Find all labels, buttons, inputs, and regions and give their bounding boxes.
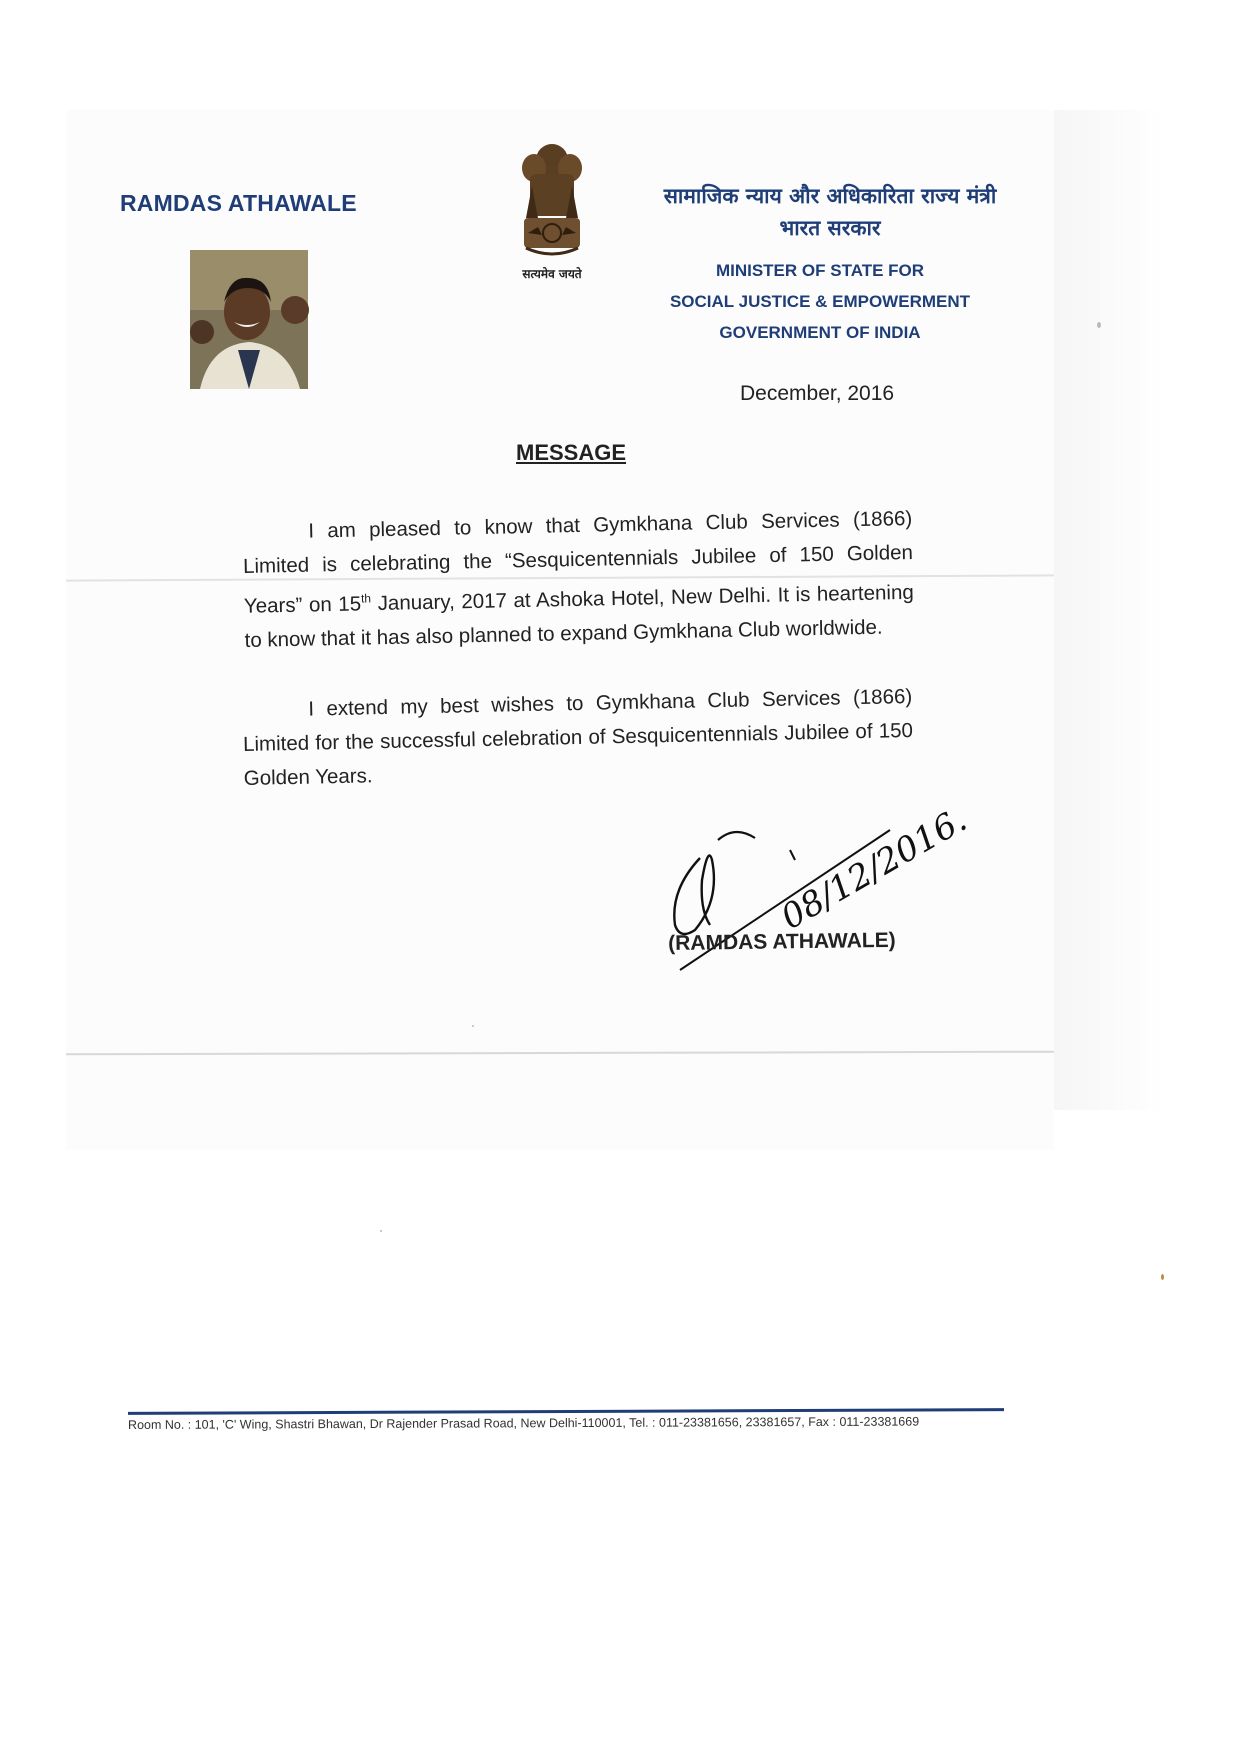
english-designation-line-1: MINISTER OF STATE FOR — [715, 261, 925, 280]
hindi-designation-line-1: सामाजिक न्याय और अधिकारिता राज्य मंत्री — [663, 184, 997, 208]
english-designation-line-2: SOCIAL JUSTICE & EMPOWERMENT — [669, 292, 971, 311]
message-heading: MESSAGE — [516, 440, 627, 465]
scan-edge-shadow — [1054, 110, 1164, 1110]
scan-speck — [1097, 322, 1101, 328]
footer-address: Room No. : 101, 'C' Wing, Shastri Bhawan, Dr Rajender Prasad Road, New Delhi-110001, Tel. : 011-23381656, 23381657, Fax : 011-23381669 — [128, 1414, 920, 1432]
paragraph-1-part-2: January, 2017 at Ashoka Hotel, New Delhi. It is heartening to know that it has also planned to expand Gymkhana Club worldwide. — [244, 580, 914, 652]
letterhead-name: RAMDAS ATHAWALE — [120, 190, 357, 216]
hindi-designation-line-2: भारत सरकार — [779, 216, 881, 240]
letter-date: December, 2016 — [740, 382, 895, 405]
message-paragraph-2 — [242, 680, 914, 796]
scan-speck — [472, 1025, 474, 1027]
hindi-designation — [640, 180, 1020, 244]
paragraph-2-text: I extend my best wishes to Gymkhana Club Services (1866) Limited for the successful celebration of Sesquicentennials Jubilee of 150 Golden Years. — [242, 684, 914, 790]
handwritten-date: 08/12/2016. — [774, 799, 974, 938]
emblem-motto: सत्यमेव जयते — [522, 267, 582, 281]
scan-speck — [1161, 1274, 1164, 1280]
signatory-name: (RAMDAS ATHAWALE) — [668, 928, 896, 955]
minister-photo — [190, 250, 308, 389]
english-designation — [640, 255, 1000, 348]
scan-speck — [380, 1230, 382, 1232]
english-designation-line-3: GOVERNMENT OF INDIA — [719, 323, 921, 342]
message-paragraph-1 — [242, 502, 915, 658]
ordinal-suffix: th — [360, 591, 372, 606]
paragraph-1-part-1: I am pleased to know that Gymkhana Club Services (1866) Limited is celebrating the “Sesquicentennials Jubilee of 150 Golden Years” on 15 — [242, 506, 914, 618]
